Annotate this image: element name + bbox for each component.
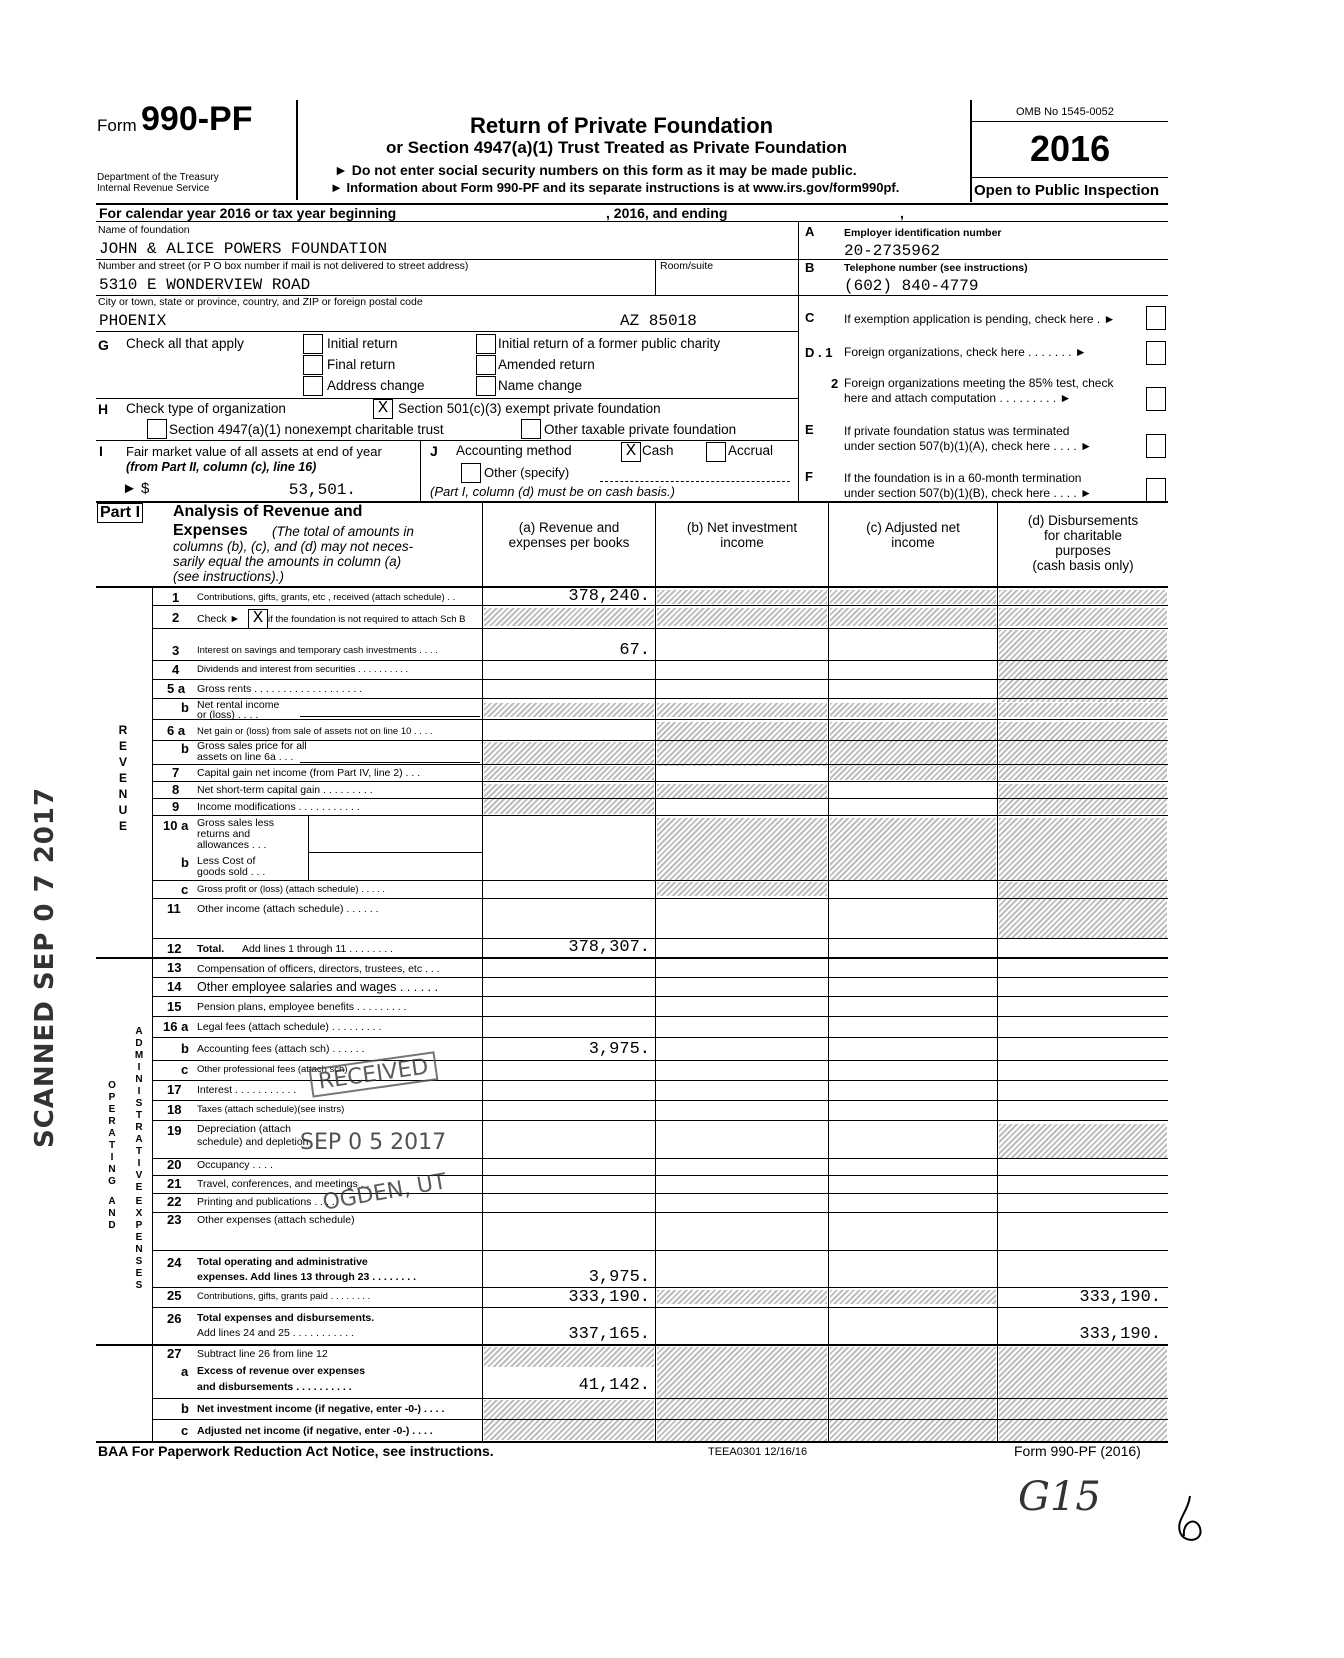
ein-value: 20-2735962 <box>844 242 941 260</box>
line27b-num: b <box>181 1401 189 1416</box>
address-change-checkbox[interactable] <box>303 376 323 396</box>
final-return-label: Final return <box>327 357 396 372</box>
dept-line2: Internal Revenue Service <box>97 183 210 194</box>
line5b-num: b <box>181 700 189 715</box>
phone-value: (602) 840-4779 <box>844 277 979 295</box>
line1-num: 1 <box>172 590 180 605</box>
line16c-label: Other professional fees (attach sch) <box>197 1064 348 1075</box>
line26-col-d: 333,190. <box>1079 1325 1161 1344</box>
city-label: City or town, state or province, country, and ZIP or foreign postal code <box>98 296 423 308</box>
line4-num: 4 <box>172 662 180 677</box>
form-title: Return of Private Foundation <box>470 113 774 138</box>
form-subtitle: or Section 4947(a)(1) Trust Treated as Private Foundation <box>386 138 848 157</box>
part1-note-b: (The total of amounts in <box>272 524 414 539</box>
line6b-num: b <box>181 741 189 756</box>
line13-label: Compensation of officers, directors, trustees, etc . . . <box>197 963 440 975</box>
cash-label: Cash <box>642 443 674 458</box>
line20-num: 20 <box>167 1157 182 1172</box>
administrative-side-label: A D M I N I S T R A T I V E <box>134 1026 144 1193</box>
line24-num: 24 <box>167 1255 182 1270</box>
sixty-month-checkbox[interactable] <box>1146 478 1166 502</box>
line25-col-a: 333,190. <box>568 1288 650 1307</box>
line27a-col-a: 41,142. <box>578 1376 650 1395</box>
cash-checkbox[interactable]: X <box>621 442 641 462</box>
check-all-label: Check all that apply <box>126 336 244 351</box>
line21-label: Travel, conferences, and meetings . . <box>197 1178 370 1190</box>
line22-num: 22 <box>167 1194 182 1209</box>
line3-label: Interest on savings and temporary cash investments . . . . <box>197 645 438 656</box>
accrual-checkbox[interactable] <box>706 442 726 462</box>
letter-e: E <box>805 422 814 437</box>
line5a-num: 5 a <box>167 681 186 696</box>
ein-label: Employer identification number <box>844 227 1002 239</box>
sec4947-checkbox[interactable] <box>147 419 167 439</box>
line7-num: 7 <box>172 765 180 780</box>
initial-former-charity-checkbox[interactable] <box>476 334 496 354</box>
sec501c3-checkbox[interactable]: X <box>373 399 393 419</box>
line12-num: 12 <box>167 941 182 956</box>
foundation-name: JOHN & ALICE POWERS FOUNDATION <box>99 240 388 258</box>
fmv-dollar: ► $ <box>122 480 150 497</box>
sec4947-label: Section 4947(a)(1) nonexempt charitable trust <box>169 422 444 437</box>
revenue-side-label: R E V E N U E <box>118 723 128 833</box>
dept-line1: Department of the Treasury <box>97 172 219 183</box>
other-method-checkbox[interactable] <box>461 463 481 483</box>
line21-num: 21 <box>167 1176 182 1191</box>
operating-side-label: O P E R A T I N G <box>108 1080 116 1187</box>
handwritten-mark-icon <box>1170 1492 1210 1552</box>
line3-num: 3 <box>172 643 180 658</box>
col-c-header: (c) Adjusted net income <box>866 520 960 550</box>
form-number: 990-PF <box>141 100 253 138</box>
line26-label-1: Total expenses and disbursements. <box>197 1312 375 1324</box>
name-change-checkbox[interactable] <box>476 376 496 396</box>
line19-num: 19 <box>167 1123 182 1138</box>
calendar-year-line: For calendar year 2016 or tax year beginning <box>99 205 397 221</box>
letter-f: F <box>805 469 813 484</box>
address-change-label: Address change <box>327 378 425 393</box>
received-stamp: RECEIVED <box>309 1051 439 1097</box>
line26-label-2: Add lines 24 and 25 . . . . . . . . . . . <box>197 1327 355 1339</box>
omb-number: OMB No 1545-0052 <box>1016 106 1114 118</box>
received-date-stamp: SEP 0 5 2017 <box>300 1130 447 1155</box>
other-taxable-checkbox[interactable] <box>521 419 541 439</box>
line22-label: Printing and publications . . . . <box>197 1196 335 1208</box>
ogden-stamp: OGDEN, UT <box>320 1169 449 1216</box>
line15-num: 15 <box>167 999 182 1014</box>
line11-num: 11 <box>167 901 181 916</box>
foreign-85-label-b: here and attach computation . . . . . . . . . ► <box>844 391 1072 405</box>
form-code: TEEA0301 12/16/16 <box>708 1446 808 1458</box>
amended-return-checkbox[interactable] <box>476 355 496 375</box>
line17-label: Interest . . . . . . . . . . . <box>197 1084 297 1096</box>
baa-notice: BAA For Paperwork Reduction Act Notice, see instructions. <box>98 1443 494 1459</box>
fmv-label-a: Fair market value of all assets at end of year <box>126 444 382 459</box>
cash-basis-note: (Part I, column (d) must be on cash basis.) <box>430 484 675 499</box>
line26-col-a: 337,165. <box>568 1325 650 1344</box>
calendar-comma: , <box>900 205 904 221</box>
line10a-label-1: Gross sales less <box>197 817 275 829</box>
fmv-label-b: (from Part II, column (c), line 16) <box>126 460 317 474</box>
part1-title-b: Expenses <box>173 522 248 539</box>
accounting-method-label: Accounting method <box>456 443 572 458</box>
notice-ssn: ► Do not enter social security numbers on this form as it may be made public. <box>334 162 857 178</box>
org-type-label: Check type of organization <box>126 401 286 416</box>
other-taxable-label: Other taxable private foundation <box>544 422 737 437</box>
letter-d: D . 1 <box>805 345 833 360</box>
status-terminated-label-b: under section 507(b)(1)(A), check here . . . . ► <box>844 439 1092 453</box>
line9-num: 9 <box>172 799 180 814</box>
part1-note-e: (see instructions).) <box>173 569 285 584</box>
line27a-label-2: and disbursements . . . . . . . . . . <box>197 1381 352 1393</box>
status-terminated-label-a: If private foundation status was terminated <box>844 424 1070 438</box>
line23-num: 23 <box>167 1212 182 1227</box>
col-b-header: (b) Net investment income <box>686 520 798 550</box>
line27-num: 27 <box>167 1346 182 1361</box>
exemption-pending-checkbox[interactable] <box>1146 306 1166 330</box>
exemption-pending-label: If exemption application is pending, check here . ► <box>844 312 1116 326</box>
line5b-label-2: or (loss) . . . . <box>197 709 259 721</box>
room-suite-label: Room/suite <box>660 260 714 272</box>
open-public-inspection: Open to Public Inspection <box>974 182 1160 199</box>
col-a-header: (a) Revenue and expenses per books <box>508 520 630 550</box>
part1-title-a: Analysis of Revenue and <box>173 503 363 520</box>
tax-year: 2016 <box>1030 128 1111 169</box>
line6b-label-1: Gross sales price for all <box>197 740 307 752</box>
street-label: Number and street (or P O box number if mail is not delivered to street address) <box>98 260 469 272</box>
sch-b-checkbox[interactable]: X <box>248 609 268 629</box>
amended-return-label: Amended return <box>498 357 595 372</box>
line8-num: 8 <box>172 782 180 797</box>
initial-return-checkbox[interactable] <box>303 334 323 354</box>
other-method-label: Other (specify) <box>484 465 570 480</box>
line2-label: if the foundation is not required to attach Sch B <box>268 614 466 625</box>
line10c-num: c <box>181 882 189 897</box>
letter-c: C <box>805 310 815 325</box>
status-terminated-checkbox[interactable] <box>1146 434 1166 458</box>
letter-j: J <box>430 443 438 459</box>
line14-num: 14 <box>167 979 182 994</box>
line27a-label-1: Excess of revenue over expenses <box>197 1365 366 1377</box>
line10a-label-3: allowances . . . <box>197 839 267 851</box>
line25-num: 25 <box>167 1288 182 1303</box>
foreign-85-checkbox[interactable] <box>1146 387 1166 411</box>
foreign-85-label-a: Foreign organizations meeting the 85% test, check <box>844 376 1114 390</box>
line12-col-a: 378,307. <box>568 938 650 957</box>
line6b-label-2: assets on line 6a . . . <box>197 751 294 763</box>
and-side-label: A N D <box>108 1196 116 1231</box>
line13-num: 13 <box>167 960 182 975</box>
line1-col-a: 378,240. <box>568 587 650 606</box>
accrual-label: Accrual <box>728 443 774 458</box>
line10b-num: b <box>181 855 189 870</box>
line4-label: Dividends and interest from securities . . . . . . . . . . <box>197 664 409 675</box>
handwritten-note: G15 <box>1018 1474 1101 1520</box>
line27-label: Subtract line 26 from line 12 <box>197 1348 328 1360</box>
line2-check: Check ► <box>197 613 241 625</box>
part1-note-d: sarily equal the amounts in column (a) <box>173 554 402 569</box>
initial-former-charity-label: Initial return of a former public charity <box>498 336 721 351</box>
line12-label: Add lines 1 through 11 . . . . . . . . <box>242 943 393 955</box>
letter-b: B <box>805 260 815 275</box>
part1-note-c: columns (b), (c), and (d) may not neces- <box>173 539 414 554</box>
line1-label: Contributions, gifts, grants, etc , received (attach schedule) . . <box>197 592 456 603</box>
footer-form-ref: Form 990-PF (2016) <box>1014 1443 1141 1459</box>
line23-label: Other expenses (attach schedule) <box>197 1214 355 1226</box>
d2-number: 2 <box>831 376 839 391</box>
line25-label: Contributions, gifts, grants paid . . . . . . . . <box>197 1291 371 1302</box>
line10b-label-1: Less Cost of <box>197 855 256 867</box>
line19-label-1: Depreciation (attach <box>197 1123 291 1135</box>
initial-return-label: Initial return <box>327 336 398 351</box>
line14-label: Other employee salaries and wages . . . . . . <box>197 980 439 994</box>
line6a-label: Net gain or (loss) from sale of assets not on line 10 . . . . <box>197 726 433 737</box>
col-d-header: (d) Disbursements for charitable purposes (cash basis only) <box>1027 513 1139 573</box>
final-return-checkbox[interactable] <box>303 355 323 375</box>
line9-label: Income modifications . . . . . . . . . . . <box>197 801 360 813</box>
letter-h: H <box>98 401 109 417</box>
line7-label: Capital gain net income (from Part IV, line 2) . . . <box>197 767 421 779</box>
foreign-org-label: Foreign organizations, check here . . . . . . . ► <box>844 345 1087 359</box>
line20-label: Occupancy . . . . <box>197 1159 273 1171</box>
line15-label: Pension plans, employee benefits . . . . . . . . . <box>197 1001 407 1013</box>
notice-info: ► Information about Form 990-PF and its separate instructions is at www.irs.gov/form990pf. <box>330 180 900 195</box>
sixty-month-label-b: under section 507(b)(1)(B), check here . . . . ► <box>844 486 1092 500</box>
line16b-col-a: 3,975. <box>588 1040 650 1059</box>
street-address: 5310 E WONDERVIEW ROAD <box>99 276 311 294</box>
line24-col-a: 3,975. <box>588 1268 650 1287</box>
line17-num: 17 <box>167 1082 182 1097</box>
line10c-label: Gross profit or (loss) (attach schedule) . . . . . <box>197 884 385 895</box>
form-prefix: Form <box>97 116 137 135</box>
line27b-label: Net investment income (if negative, enter -0-) . . . . <box>197 1403 445 1415</box>
part1-tag: Part I <box>97 503 143 523</box>
line27c-label: Adjusted net income (if negative, enter -0-) . . . . <box>197 1425 433 1437</box>
line18-num: 18 <box>167 1102 182 1117</box>
expenses-side-label: E X P E N S E S <box>135 1196 143 1291</box>
phone-label: Telephone number (see instructions) <box>844 262 1028 274</box>
other-method-field[interactable] <box>600 481 790 482</box>
line27a-num: a <box>181 1364 189 1379</box>
line5b-label-1: Net rental income <box>197 699 280 711</box>
line10a-label-2: returns and <box>197 828 251 840</box>
line16b-label: Accounting fees (attach sch) . . . . . . <box>197 1043 365 1055</box>
line19-label-2: schedule) and depletion <box>197 1136 309 1148</box>
line2-num: 2 <box>172 610 180 625</box>
name-change-label: Name change <box>498 378 583 393</box>
line25-col-d: 333,190. <box>1079 1288 1161 1307</box>
line10a-num: 10 a <box>163 818 189 833</box>
line16a-num: 16 a <box>163 1019 189 1034</box>
calendar-ending: , 2016, and ending <box>606 205 728 221</box>
line18-label: Taxes (attach schedule)(see instrs) <box>197 1104 345 1115</box>
city: PHOENIX <box>99 312 167 330</box>
sec501c3-label: Section 501(c)(3) exempt private foundation <box>398 401 661 416</box>
line5a-label: Gross rents . . . . . . . . . . . . . . . . . . . <box>197 683 363 695</box>
line24-label-1: Total operating and administrative <box>197 1256 368 1268</box>
line16a-label: Legal fees (attach schedule) . . . . . . . . . <box>197 1021 382 1033</box>
fmv-value: 53,501. <box>288 481 356 499</box>
line12-total: Total. <box>197 943 225 955</box>
state-zip: AZ 85018 <box>620 312 697 330</box>
letter-i: I <box>99 443 103 459</box>
line24-label-2: expenses. Add lines 13 through 23 . . . . . . . . <box>197 1271 417 1283</box>
letter-g: G <box>98 337 109 353</box>
scanned-stamp: SCANNED SEP 0 7 2017 <box>30 786 60 1148</box>
line6a-num: 6 a <box>167 723 186 738</box>
line8-label: Net short-term capital gain . . . . . . . . . <box>197 784 373 796</box>
line3-col-a: 67. <box>619 641 650 660</box>
foreign-org-checkbox[interactable] <box>1146 341 1166 365</box>
line27c-num: c <box>181 1423 189 1438</box>
line16c-num: c <box>181 1062 189 1077</box>
line11-label: Other income (attach schedule) . . . . . . <box>197 903 379 915</box>
letter-a: A <box>805 224 815 239</box>
foundation-name-label: Name of foundation <box>98 224 190 236</box>
sixty-month-label-a: If the foundation is in a 60-month termination <box>844 471 1082 485</box>
line16b-num: b <box>181 1041 189 1056</box>
line10b-label-2: goods sold . . . <box>197 866 266 878</box>
line26-num: 26 <box>167 1311 182 1326</box>
